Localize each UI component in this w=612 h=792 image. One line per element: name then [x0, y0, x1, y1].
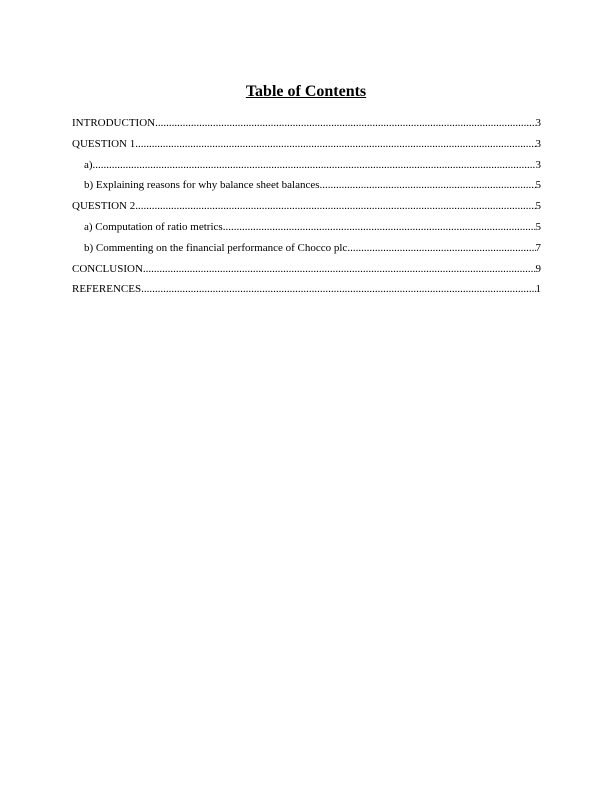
toc-dot-leader — [135, 137, 535, 151]
toc-dot-leader — [347, 241, 535, 255]
toc-entry-page-number: 5 — [535, 179, 541, 192]
toc-title: Table of Contents — [245, 83, 367, 100]
toc-dot-leader — [155, 116, 535, 130]
toc-entry-page-number: 5 — [535, 220, 541, 233]
toc-entry-label: INTRODUCTION — [72, 117, 156, 129]
toc-list — [72, 116, 541, 303]
toc-entry-page-number: 5 — [535, 200, 541, 213]
toc-dot-leader — [223, 220, 536, 234]
toc-entry-introduction[interactable] — [72, 116, 541, 137]
toc-entry-label: a) — [84, 158, 93, 171]
toc-entry-page-number: 7 — [535, 241, 541, 254]
toc-entry-label: QUESTION 1 — [72, 137, 136, 150]
toc-entry-label: b) Commenting on the financial performance of Chocco plc — [84, 241, 348, 254]
toc-entry-page-number: 3 — [535, 117, 541, 129]
toc-entry-label: CONCLUSION — [72, 262, 143, 275]
toc-entry-conclusion[interactable] — [72, 262, 541, 283]
toc-entry-references[interactable] — [72, 282, 541, 303]
toc-dot-leader — [135, 199, 535, 213]
toc-entry-question-1-a[interactable] — [72, 158, 541, 179]
toc-entry-page-number: 9 — [535, 262, 541, 275]
toc-entry-page-number: 3 — [535, 137, 541, 150]
toc-dot-leader — [141, 282, 535, 296]
toc-entry-page-number: 3 — [535, 158, 541, 171]
toc-entry-label: REFERENCES — [72, 283, 142, 296]
toc-entry-question-2[interactable] — [72, 199, 541, 220]
toc-entry-label: QUESTION 2 — [72, 200, 136, 213]
toc-entry-question-2-a[interactable] — [72, 220, 541, 241]
toc-dot-leader — [143, 262, 536, 276]
toc-entry-label: a) Computation of ratio metrics — [84, 220, 223, 233]
toc-entry-page-number: 1 — [535, 283, 541, 296]
toc-entry-label: b) Explaining reasons for why balance sheet balances — [84, 179, 320, 192]
toc-entry-question-2-b[interactable] — [72, 241, 541, 262]
toc-entry-question-1[interactable] — [72, 137, 541, 158]
toc-entry-question-1-b[interactable] — [72, 178, 541, 199]
toc-dot-leader — [93, 158, 536, 172]
toc-dot-leader — [320, 178, 536, 192]
